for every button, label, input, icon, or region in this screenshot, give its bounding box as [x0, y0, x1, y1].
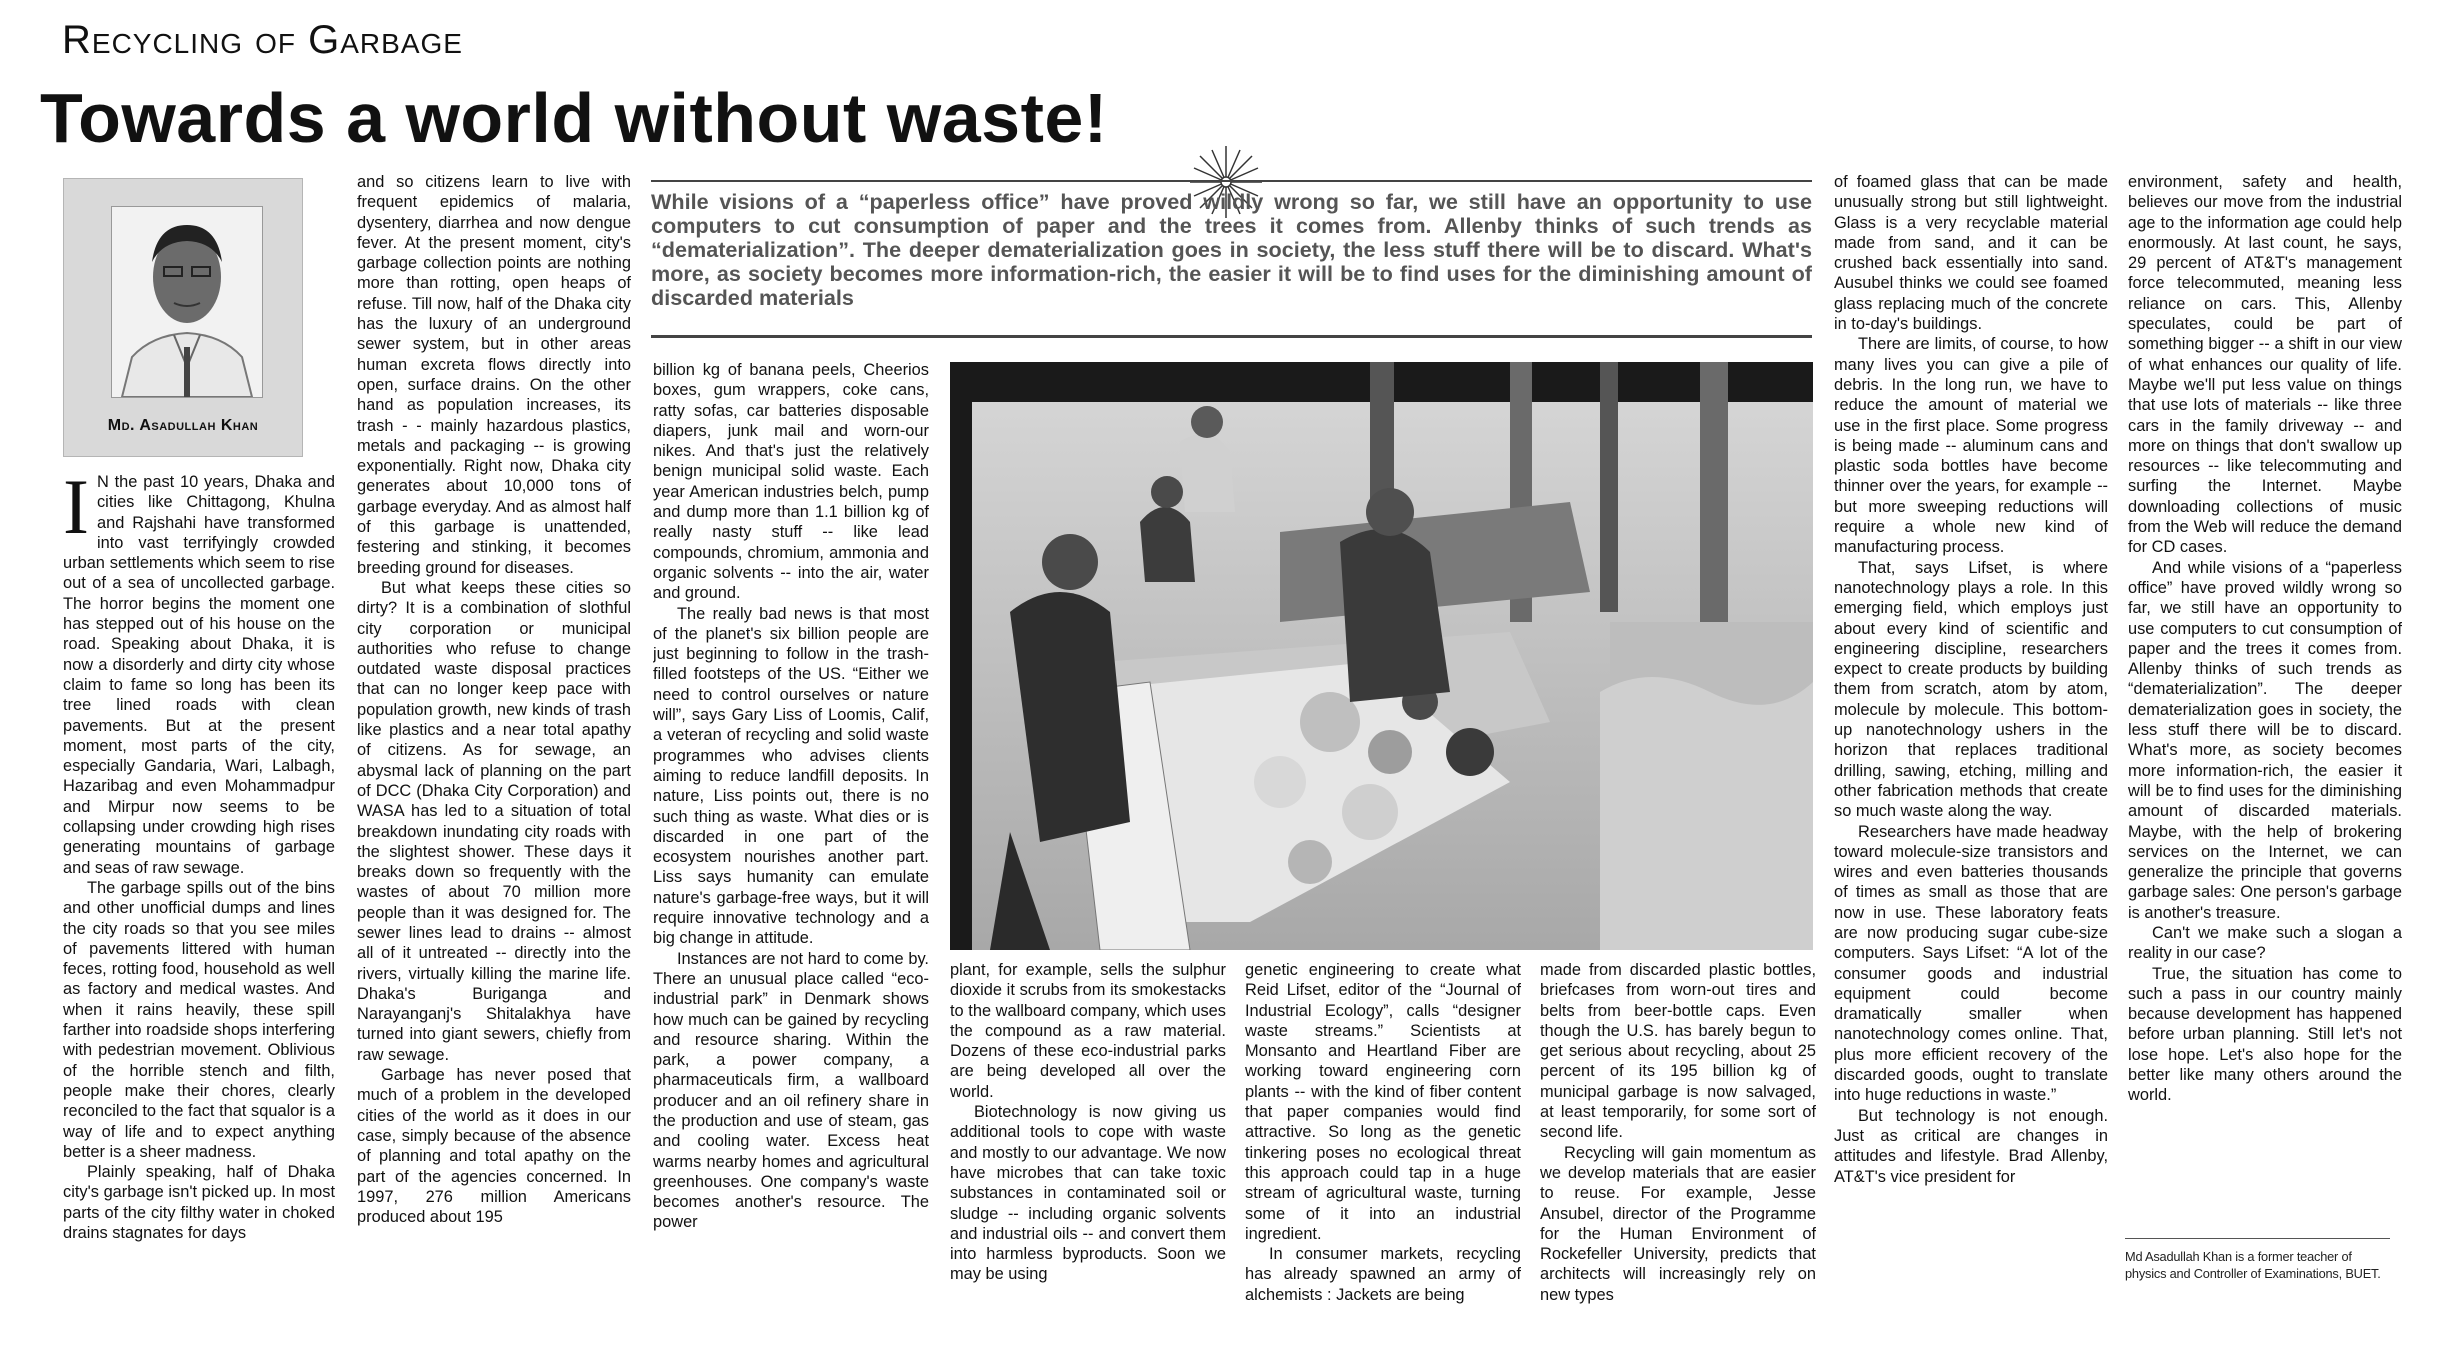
- paragraph: Recycling will gain momentum as we develop materials that are easier to reuse. For example, Jesse Ansubel, director of the Programme for the Human Environment of Rockefeller University, predicts that architects will increasingly rely on new types: [1540, 1143, 1816, 1304]
- article-headline: Towards a world without waste!: [40, 79, 1108, 157]
- paragraph: genetic engineering to create what Reid Lifset, editor of the “Journal of Industrial Ecology”, calls “designer waste streams.” Scientists at Monsanto and Heartland Fiber are working toward engineering corn plants -- with the kind of fiber content that paper companies would find attractive. So long as the genetic tinkering poses no ecological threat this approach could tap in a huge stream of agricultural waste, turning some of it into an industrial ingredient.: [1245, 961, 1521, 1243]
- paragraph: environment, safety and health, believes our move from the industrial age to the information age could help enormously. At last count, he says, 29 percent of AT&T's management force telecommuted, meaning less reliance on cars. This, Allenby speculates, could be part of something bigger -- a shift in our view of what enhances our quality of life. Maybe we'll put less value on things that use lots of materials -- like three cars in the family driveway -- and more on things that don't swallow up resources -- like telecommuting and surfing the Internet. Maybe downloading collections of music from the Web will reduce the demand for CD cases.: [2128, 173, 2402, 557]
- column-8: [2128, 172, 2402, 1232]
- pull-quote-bottom-rule: [651, 335, 1812, 338]
- bio-rule: [2125, 1238, 2390, 1239]
- paragraph: Biotechnology is now giving us additional tools to cope with waste and mostly to our advantage. We now have microbes that can take toxic substances in contaminated soil or sludge -- including organic solvents and industrial oils -- and convert them into harmless byproducts. Soon we may be using: [950, 1103, 1226, 1284]
- paragraph: In consumer markets, recycling has already spawned an army of alchemists : Jackets are being: [1245, 1245, 1521, 1304]
- paragraph: made from discarded plastic bottles, briefcases from worn-out tires and belts from beer-bottle caps. Even though the U.S. has barely begun to get serious about recycling, about 25 percent of its 195 billion kg of municipal garbage is now salvaged, at least temporarily, for some sort of second life.: [1540, 961, 1816, 1142]
- paragraph: Plainly speaking, half of Dhaka city's garbage isn't picked up. In most parts of the city filthy water in choked drains stagnates for days: [63, 1163, 335, 1242]
- column-6: [1540, 960, 1816, 1312]
- paragraph: Instances are not hard to come by. There an unusual place called “eco-industrial park” in Denmark shows how much can be gained by recycling and resource sharing. Within the park, a power company, a pharmaceuticals firm, a wallboard producer and an oil refinery share in the production and use of steam, gas and cooling water. Excess heat warms nearby homes and agricultural greenhouses. One company's waste becomes another's resource. The power: [653, 949, 929, 1232]
- paragraph: And while visions of a “paperless office” have proved wildly wrong so far, we still have an opportunity to use computers to cut consumption of paper and the trees it comes from. Allenby thinks of such trends as “dematerialization”. The deeper dematerialization goes in society, the less stuff there will be to discard. What's more, as society becomes more information-rich, the easier it will be to find uses for the diminishing amount of discarded materials. Maybe, with the help of brokering services on the Internet, we can generalize the principle that governs garbage sales: One person's garbage is another's treasure.: [2128, 558, 2402, 922]
- column-2: [357, 172, 631, 1312]
- paragraph: But what keeps these cities so dirty? It is a combination of slothful city corporation or municipal authorities who refuse to change outdated waste disposal practices that can no longer keep pace with population growth, new kinds of trash like plastics and a near total apathy of citizens. As for sewage, an abysmal lack of planning on the part of DCC (Dhaka City Corporation) and WASA has led to a situation of total breakdown inundating city roads with the slightest shower. These days it breaks down so frequently with the wastes of about 70 million more people than it was designed for. The sewer lines lead to drains -- almost all of it untreated -- directly into the rivers, virtually killing the marine life. Dhaka's Buriganga and Narayanganj's Shitalakhya have turned into giant sewers, chiefly from raw sewage.: [357, 578, 631, 1064]
- paragraph: Garbage has never posed that much of a problem in the developed cities of the world as it does in our case, simply because of the absence of planning and total apathy on the part of the agencies concerned. In 1997, 276 million Americans produced about 195: [357, 1066, 631, 1227]
- pull-quote: While visions of a “paperless office” have proved wildly wrong so far, we still have an opportunity to use computers to cut consumption of paper and the trees it comes from. Allenby thinks of such trends as “dematerialization”. The deeper dematerialization goes in society, the less stuff there will be to discard. What's more, as society becomes more information-rich, the easier it will be to find uses for the diminishing amount of discarded materials: [651, 189, 1812, 310]
- section-kicker: Recycling of Garbage: [62, 18, 463, 62]
- column-3: [653, 360, 929, 1310]
- paragraph: That, says Lifset, is where nanotechnology plays a role. In this emerging field, which employs just about every kind of scientific and engineering discipline, researchers expect to create products by building them from scratch, atom by atom, molecule by molecule. This bottom-up nanotechnology ushers in the horizon that replaces traditional drilling, sawing, etching, milling and other fabrication methods that create so much waste along the way.: [1834, 558, 2108, 821]
- paragraph: and so citizens learn to live with frequent epidemics of malaria, dysentery, diarrhea and now dengue fever. At the present moment, city's garbage collection points are nothing more than rotting, open heaps of refuse. Till now, half of the Dhaka city has the luxury of an underground sewer system, but in other areas human excreta flows directly into open, surface drains. On the other hand as population increases, its trash - - mainly hazardous plastics, metals and packaging -- is growing exponentially. Right now, Dhaka city generates about 10,000 tons of garbage everyday. And as almost half of this garbage is unattended, festering and stinking, it becomes breeding ground for diseases.: [357, 173, 631, 577]
- author-portrait: [111, 206, 263, 398]
- column-7: [1834, 172, 2108, 1312]
- paragraph: N the past 10 years, Dhaka and cities like Chittagong, Khulna and Rajshahi have transformed into vast terrifyingly crowded urban settlements which seem to rise out of a sea of uncollected garbage. The horror begins the moment one has stepped out of his house on the road. Speaking about Dhaka, it is now a disorderly and dirty city whose claim to fame so long has been its tree lined roads with clean pavements. But at the present moment, most parts of the city, especially Gandaria, Wari, Lalbagh, Hazaribag and even Mohammadpur and Mirpur now seems to be collapsing under crowding high rises generating mountains of garbage and seas of raw sewage.: [63, 473, 335, 877]
- paragraph: Can't we make such a slogan a reality in our case?: [2128, 923, 2402, 963]
- pull-quote-top-rule: [651, 180, 1812, 182]
- paragraph: Researchers have made headway toward molecule-size transistors and wires and even batteries thousands of times as small as those that are now in use. These laboratory feats are now producing sugar cube-size computers. Says Lifset: “A lot of the consumer goods and industrial equipment could become dramatically smaller when nanotechnology comes online. That, plus more efficient recovery of the discarded goods, ought to translate into huge reductions in waste.”: [1834, 822, 2108, 1105]
- paragraph: plant, for example, sells the sulphur dioxide it scrubs from its smokestacks to the wallboard company, which uses the compound as a raw material. Dozens of these eco-industrial parks are being developed all over the world.: [950, 961, 1226, 1101]
- author-byline: Md. Asadullah Khan: [107, 417, 259, 434]
- column-4: [950, 960, 1226, 1312]
- paragraph: True, the situation has come to such a pass in our country mainly because development has happened before urban planning. Still let's not lose hope. Let's also hope for the better like many others around the world.: [2128, 964, 2402, 1105]
- paragraph: The really bad news is that most of the planet's six billion people are just beginning to follow in the trash-filled footsteps of the US. “Either we need to control ourselves or nature will”, says Gary Liss of Loomis, Calif, a veteran of recycling and solid waste programmes who advises clients aiming to reduce landfill deposits. In nature, Liss points out, there is no such thing as waste. What dies or is discarded in one part of the ecosystem nourishes another part. Liss says humanity can emulate nature's garbage-free ways, but it will require innovative technology and a big change in attitude.: [653, 604, 929, 948]
- paragraph: The garbage spills out of the bins and other unofficial dumps and lines the city roads so that you see miles of pavements littered with human feces, rotting food, household as well as factory and medical wastes. And when it rains heavily, these spill farther into roadside shops interfering with pedestrian movement. Oblivious of the horrible stench and filth, people make their chores, clearly reconciled to the fact that squalor is a way of life and to expect anything better is a sheer madness.: [63, 878, 335, 1161]
- drop-cap: I: [63, 472, 89, 550]
- recycling-workers-photo: [950, 362, 1813, 950]
- paragraph: of foamed glass that can be made unusually strong but still lightweight. Glass is a very recyclable material made from sand, and it can be crushed back essentially into sand. Ausubel thinks we could see foamed glass replacing much of the concrete in to-day's buildings.: [1834, 173, 2108, 334]
- paragraph: There are limits, of course, to how many lives you can give a pile of debris. In the long run, we have to reduce the amount of material we use in the first place. Some progress is being made -- aluminum cans and plastic soda bottles have become thinner over the years, for example -- but more sweeping reductions will require a whole new kind of manufacturing process.: [1834, 335, 2108, 557]
- author-photo-box: [63, 178, 303, 457]
- author-bio: Md Asadullah Khan is a former teacher of physics and Controller of Examinations, BUET.: [2125, 1249, 2381, 1281]
- column-5: [1245, 960, 1521, 1312]
- paragraph: But technology is not enough. Just as critical are changes in attitudes and lifestyle. Brad Allenby, AT&T's vice president for: [1834, 1106, 2108, 1186]
- column-1: [63, 472, 335, 1312]
- paragraph: billion kg of banana peels, Cheerios boxes, gum wrappers, coke cans, ratty sofas, car batteries disposable diapers, junk mail and worn-our nikes. And that's just the relatively benign municipal solid waste. Each year American industries belch, pump and dump more than 1.1 billion kg of really nasty stuff -- like lead compounds, chromium, ammonia and organic solvents -- into the air, water and ground.: [653, 361, 929, 603]
